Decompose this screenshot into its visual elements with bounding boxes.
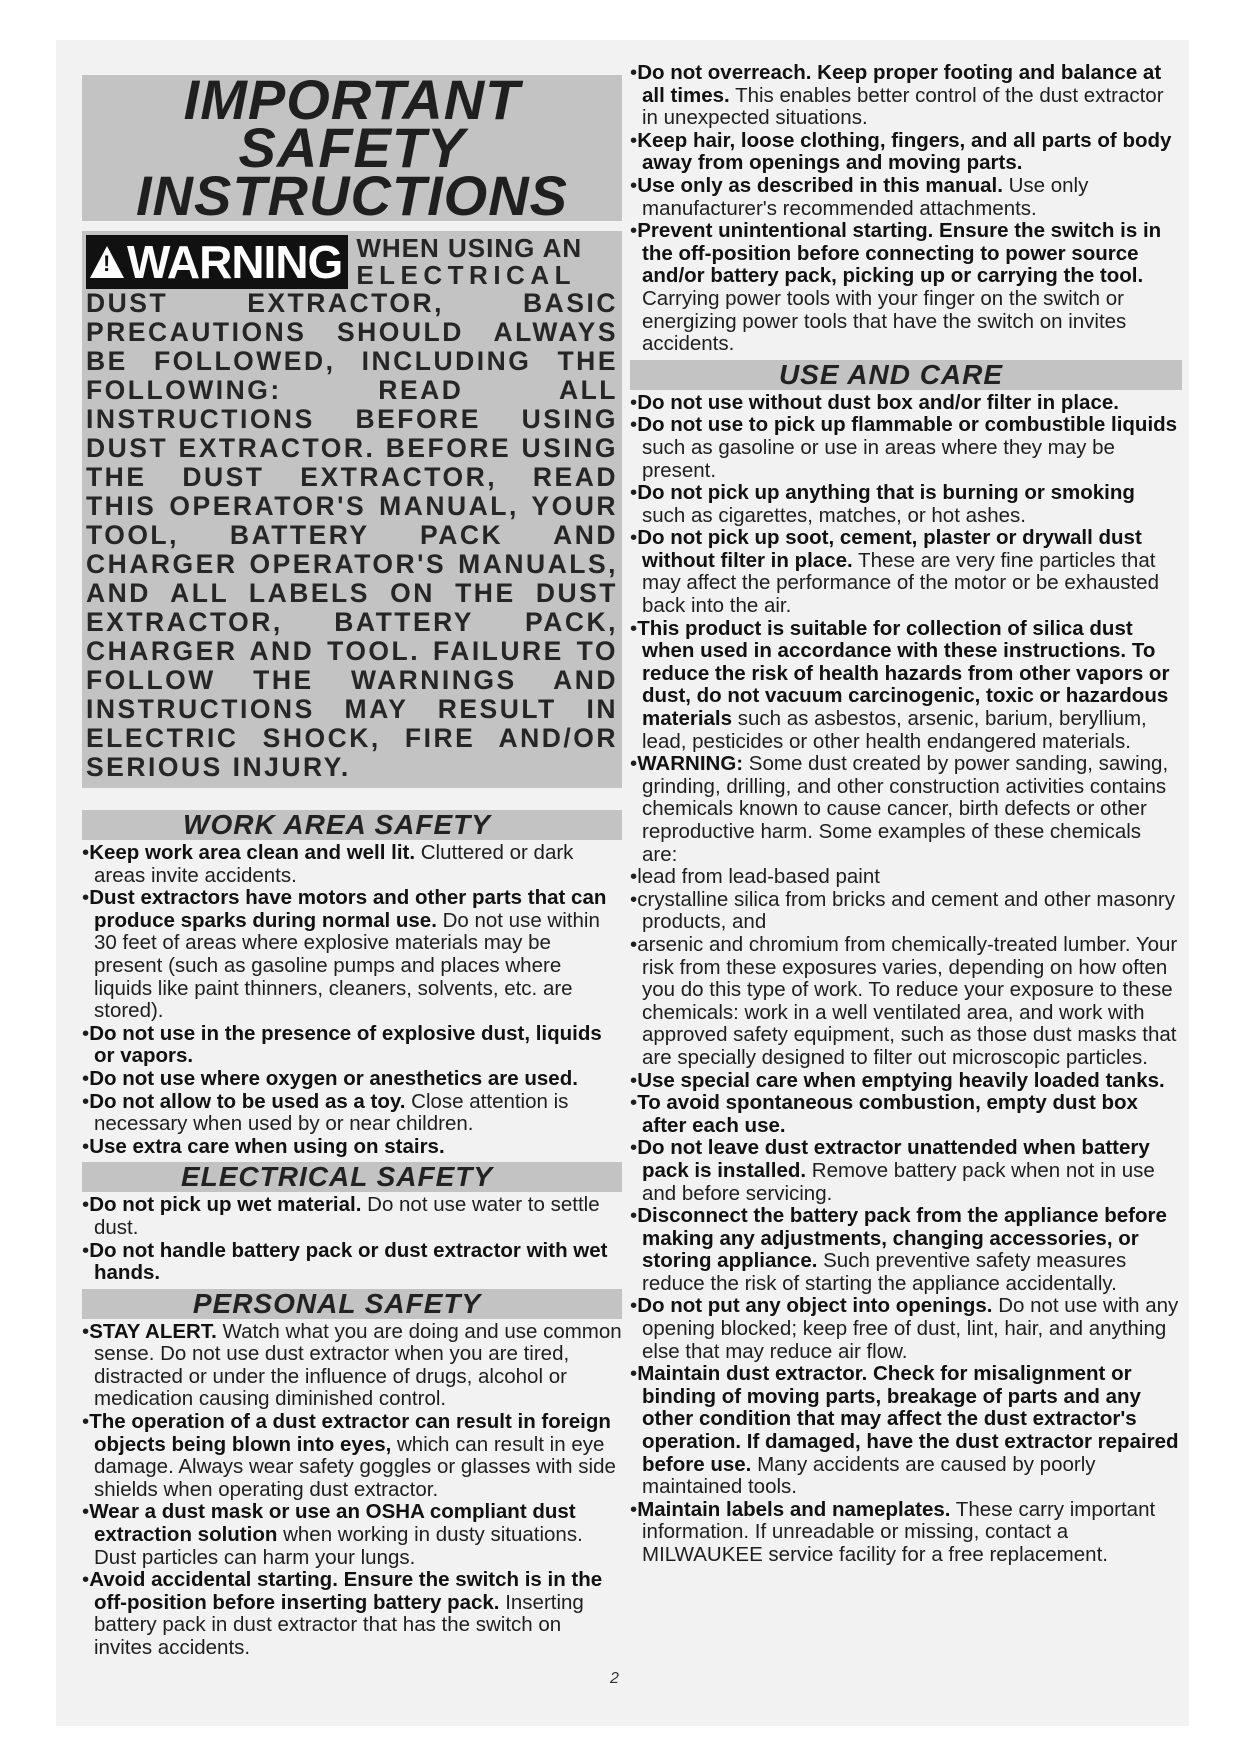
list-item-bold: Use extra care when using on stairs.: [89, 1134, 445, 1158]
list-item: [630, 62, 1182, 130]
list-item-text: Some dust created by power sanding, sawing, grinding, drilling, and other construction activities contains chemicals known to cause cancer, birth defects or other reproductive harm. Some examples of these chemicals are:: [642, 752, 1169, 866]
list-item-text: This enables better control of the dust extractor in unexpected situations.: [642, 83, 1164, 130]
list-item-text: These are very fine particles that may affect the performance of the motor or be exhausted back into the air.: [642, 548, 1159, 618]
list-item-bold: Do not handle battery pack or dust extractor with wet hands.: [89, 1238, 608, 1285]
warning-box: [82, 231, 622, 788]
list-item-bold: Maintain dust extractor. Check for misalignment or binding of moving parts, breakage of parts and any other condition that may affect the dust extractor's operation. If damaged, have the dust extractor repaired before use.: [637, 1362, 1179, 1476]
section-heading-personal: PERSONAL SAFETY: [82, 1289, 622, 1319]
list-item-text: arsenic and chromium from chemically-treated lumber. Your risk from these exposures varies, depending on how often you do this type of work. To reduce your exposure to these chemicals: work in a well ventilated area, and work with approved safety equipment, such as those dust masks that are specially designed to filter out microscopic particles.: [637, 932, 1178, 1069]
list-item-bold: Do not pick up soot, cement, plaster or drywall dust without filter in place.: [637, 526, 1142, 572]
list-item: [82, 1240, 622, 1285]
list-item: [630, 1137, 1182, 1205]
warning-body: DUST EXTRACTOR, BASIC PRECAUTIONS SHOULD ALWAYS BE FOLLOWED, INCLUDING THE FOLLOWING: READ ALL INSTRUCTIONS BEFORE USING DUST EXTRACTOR. BEFORE USING THE DUST EXTRACTOR, READ THIS OPERATOR'S MANUAL, YOUR TOOL, BATTERY PACK AND CHARGER OPERATOR'S MANUALS, AND ALL LABELS ON THE DUST EXTRACTOR, BATTERY PACK, CHARGER AND TOOL. FAILURE TO FOLLOW THE WARNINGS AND INSTRUCTIONS MAY RESULT IN ELECTRIC SHOCK, FIRE AND/OR SERIOUS INJURY.: [86, 288, 618, 782]
list-item-text: Inserting battery pack in dust extractor that has the switch on invites accidents.: [94, 1590, 584, 1659]
section-heading-work-area: WORK AREA SAFETY: [82, 810, 622, 840]
list-item-bold: This product is suitable for collection of silica dust when used in accordance with these instructions. To reduce the risk of health hazards from other vapors or dust, do not vacuum carcinogenic, toxic or hazardous materials: [637, 616, 1170, 731]
list-item: [630, 527, 1182, 617]
list-item: [82, 1501, 622, 1569]
list-item-bold: Disconnect the battery pack from the appliance before making any adjustments, changing accessories, or storing appliance.: [637, 1204, 1167, 1273]
list-item-text: Such preventive safety measures reduce the risk of starting the appliance accidentally.: [642, 1249, 1127, 1295]
list-item: [630, 1092, 1182, 1137]
list-item-bold: Do not allow to be used as a toy.: [89, 1089, 406, 1113]
list-item-bold: Do not put any object into openings.: [637, 1294, 993, 1318]
list-item-text: when working in dusty situations. Dust particles can harm your lungs.: [94, 1523, 583, 1569]
warning-head-line: WHEN USING AN: [356, 233, 583, 263]
list-item: [82, 1569, 622, 1659]
list-item-text: Cluttered or dark areas invite accidents.: [94, 841, 574, 887]
list-item: [82, 887, 622, 1023]
personal-list: [82, 1321, 622, 1660]
list-item-text: Remove battery pack when not in use and before servicing.: [642, 1158, 1155, 1205]
use-care-list: [630, 392, 1182, 1567]
list-item: [630, 1499, 1182, 1567]
list-item: [630, 175, 1182, 220]
list-item-bold: Maintain labels and nameplates.: [637, 1497, 951, 1521]
list-item-text: Do not use within 30 feet of areas where explosive materials may be present (such as gasoline pumps and places where liquids like paint thinners, cleaners, solvents, etc. are stored).: [94, 908, 600, 1023]
list-item-bold: Use special care when emptying heavily loaded tanks.: [637, 1068, 1165, 1092]
list-item: [630, 482, 1182, 527]
list-item-bold: Prevent unintentional starting. Ensure the switch is in the off-position before connecting to power source and/or battery pack, picking up or carrying the tool.: [637, 219, 1162, 288]
list-item-bold: STAY ALERT.: [89, 1319, 217, 1343]
list-item-text: Close attention is necessary when used by or near children.: [94, 1089, 569, 1136]
list-item: [82, 1321, 622, 1411]
list-item-bold: Do not use without dust box and/or filter in place.: [637, 390, 1119, 414]
list-item: [82, 1194, 622, 1239]
list-item: [630, 414, 1182, 482]
electrical-list: [82, 1194, 622, 1284]
list-item-bold: Dust extractors have motors and other parts that can produce sparks during normal use.: [89, 886, 607, 932]
list-item: [630, 889, 1182, 934]
list-item-text: crystalline silica from bricks and cement and other masonry products, and: [637, 887, 1175, 934]
list-item-text: Watch what you are doing and use common sense. Do not use dust extractor when you are tired, distracted or under the influence of drugs, alcohol or medication causing diminished control.: [94, 1319, 622, 1411]
list-item: [82, 1091, 622, 1136]
list-item-bold: Keep hair, loose clothing, fingers, and all parts of body away from openings and moving parts.: [637, 128, 1172, 175]
work-area-list: [82, 842, 622, 1158]
list-item-bold: Keep work area clean and well lit.: [89, 841, 416, 864]
list-item: [630, 220, 1182, 356]
list-item-bold: Use only as described in this manual.: [637, 173, 1003, 197]
list-item-text: such as cigarettes, matches, or hot ashes.: [642, 503, 1026, 527]
list-item: [82, 1023, 622, 1068]
list-item: [82, 1068, 622, 1091]
list-item: [630, 1363, 1182, 1499]
list-item-bold: WARNING:: [637, 752, 744, 776]
list-item-bold: Do not use where oxygen or anesthetics are used.: [89, 1066, 578, 1090]
list-item-text: lead from lead-based paint: [637, 865, 880, 889]
list-item-bold: Do not use to pick up flammable or combustible liquids: [637, 413, 1178, 437]
list-item-bold: Do not pick up wet material.: [89, 1193, 362, 1217]
title-line: IMPORTANT: [183, 68, 521, 131]
list-item-text: which can result in eye damage. Always wear safety goggles or glasses with side shields when operating dust extractor.: [94, 1432, 616, 1501]
list-item-bold: To avoid spontaneous combustion, empty dust box after each use.: [637, 1091, 1138, 1137]
list-item: [82, 842, 622, 887]
list-item: [630, 1205, 1182, 1295]
personal-continued-list: [630, 62, 1182, 356]
title-line: SAFETY: [238, 116, 466, 179]
list-item-text: These carry important information. If unreadable or missing, contact a MILWAUKEE service facility for a free replacement.: [642, 1497, 1156, 1566]
list-item: [82, 1411, 622, 1501]
list-item-text: Carrying power tools with your finger on the switch or energizing power tools that have the switch on invites accidents.: [642, 286, 1127, 356]
list-item: [630, 392, 1182, 415]
list-item: [630, 130, 1182, 175]
list-item-bold: The operation of a dust extractor can result in foreign objects being blown into eyes,: [89, 1410, 611, 1456]
list-item-bold: Do not overreach. Keep proper footing and balance at all times.: [637, 61, 1162, 107]
left-column: [82, 68, 622, 1660]
section-heading-electrical: ELECTRICAL SAFETY: [82, 1162, 622, 1192]
warning-label: ! WARNING: [86, 235, 348, 289]
page-title: [82, 68, 622, 227]
warning-head-line: ELECTRICAL: [356, 260, 576, 290]
page-number: 2: [610, 1670, 619, 1687]
right-column: [630, 62, 1182, 1567]
list-item: [630, 934, 1182, 1070]
list-item: [630, 1070, 1182, 1093]
warning-triangle-icon: !: [90, 246, 124, 278]
list-item-bold: Avoid accidental starting. Ensure the switch is in the off-position before inserting battery pack.: [89, 1568, 603, 1614]
list-item: [82, 1136, 622, 1159]
list-item: [630, 866, 1182, 889]
list-item-text: Many accidents are caused by poorly maintained tools.: [642, 1452, 1096, 1499]
list-item-bold: Do not use in the presence of explosive dust, liquids or vapors.: [89, 1021, 602, 1068]
list-item-bold: Do not pick up anything that is burning or smoking: [637, 481, 1135, 505]
list-item-text: Use only manufacturer's recommended attachments.: [642, 173, 1089, 220]
list-item: [630, 1295, 1182, 1363]
list-item-text: such as gasoline or use in areas where they may be present.: [642, 435, 1115, 482]
list-item: [630, 618, 1182, 754]
list-item-bold: Wear a dust mask or use an OSHA compliant dust extraction solution: [89, 1500, 576, 1547]
list-item-text: such as asbestos, arsenic, barium, beryllium, lead, pesticides or other health endangered materials.: [642, 707, 1147, 753]
title-line: INSTRUCTIONS: [136, 164, 568, 227]
list-item-text: Do not use water to settle dust.: [94, 1193, 600, 1239]
section-heading-use-care: USE AND CARE: [630, 360, 1182, 390]
list-item-bold: Do not leave dust extractor unattended when battery pack is installed.: [637, 1136, 1150, 1182]
list-item: [630, 753, 1182, 866]
list-item-text: Do not use with any opening blocked; keep free of dust, lint, hair, and anything else that may reduce air flow.: [642, 1294, 1179, 1363]
